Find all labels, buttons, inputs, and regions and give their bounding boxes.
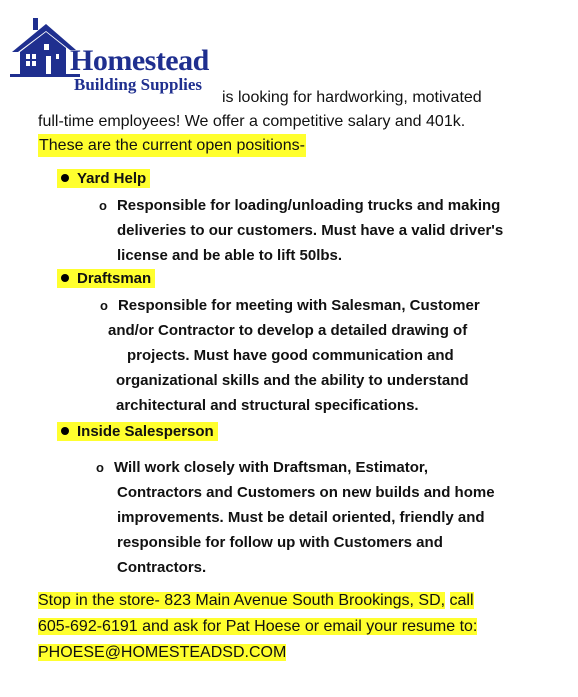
email-address: PHOESE@HOMESTEADSD.COM [38, 644, 287, 661]
bullet-icon [61, 174, 69, 182]
description-line: projects. Must have good communication and [127, 347, 454, 364]
position-title: Draftsman [77, 270, 152, 287]
company-logo [10, 14, 225, 94]
description-line: responsible for follow up with Customers and [117, 534, 443, 551]
description-line: o Responsible for loading/unloading trucks and making [99, 197, 501, 214]
brand-text [70, 46, 209, 94]
bullet-icon [61, 274, 69, 282]
footer-line-2: 605-692-6191 and ask for Pat Hoese or email your resume to: [38, 618, 478, 635]
brand-subtitle: Building Supplies [74, 75, 203, 94]
intro-line-2: full-time employees! We offer a competitive salary and 401k. [38, 113, 466, 130]
description-line: Contractors and Customers on new builds and home [117, 484, 495, 501]
intro-line-1: is looking for hardworking, motivated [222, 89, 482, 106]
description-line: o Responsible for meeting with Salesman, Customer [100, 297, 480, 314]
description-line: architectural and structural specifications. [116, 397, 419, 414]
description-line: license and be able to lift 50lbs. [117, 247, 343, 264]
description-line: o Will work closely with Draftsman, Estimator, [96, 459, 429, 476]
position-title-highlight [57, 269, 155, 288]
description-line: Contractors. [117, 559, 207, 576]
circle-bullet-icon: o [99, 198, 107, 213]
description-line: deliveries to our customers. Must have a valid driver's [117, 222, 504, 239]
position-title: Yard Help [77, 170, 147, 187]
footer-line-1: Stop in the store- 823 Main Avenue South Brookings, SD, call [38, 592, 474, 609]
circle-bullet-icon: o [100, 298, 108, 313]
position-description [96, 455, 495, 580]
position-inside-salesperson [57, 421, 218, 443]
position-description [100, 293, 480, 418]
description-line: and/or Contractor to develop a detailed drawing of [108, 322, 468, 339]
description-line: improvements. Must be detail oriented, friendly and [117, 509, 485, 526]
position-title: Inside Salesperson [77, 423, 214, 440]
bullet-icon [61, 427, 69, 435]
position-draftsman [57, 268, 155, 290]
description-line: organizational skills and the ability to understand [116, 372, 469, 389]
circle-bullet-icon: o [96, 460, 104, 475]
intro-line-3: These are the current open positions- [38, 134, 306, 157]
contact-footer [38, 588, 553, 666]
position-description [99, 193, 503, 268]
position-yard-help [57, 168, 150, 190]
footer-line-3 [38, 640, 553, 666]
position-title-highlight [57, 422, 218, 441]
brand-name: Homestead [70, 44, 209, 77]
position-title-highlight [57, 169, 150, 188]
